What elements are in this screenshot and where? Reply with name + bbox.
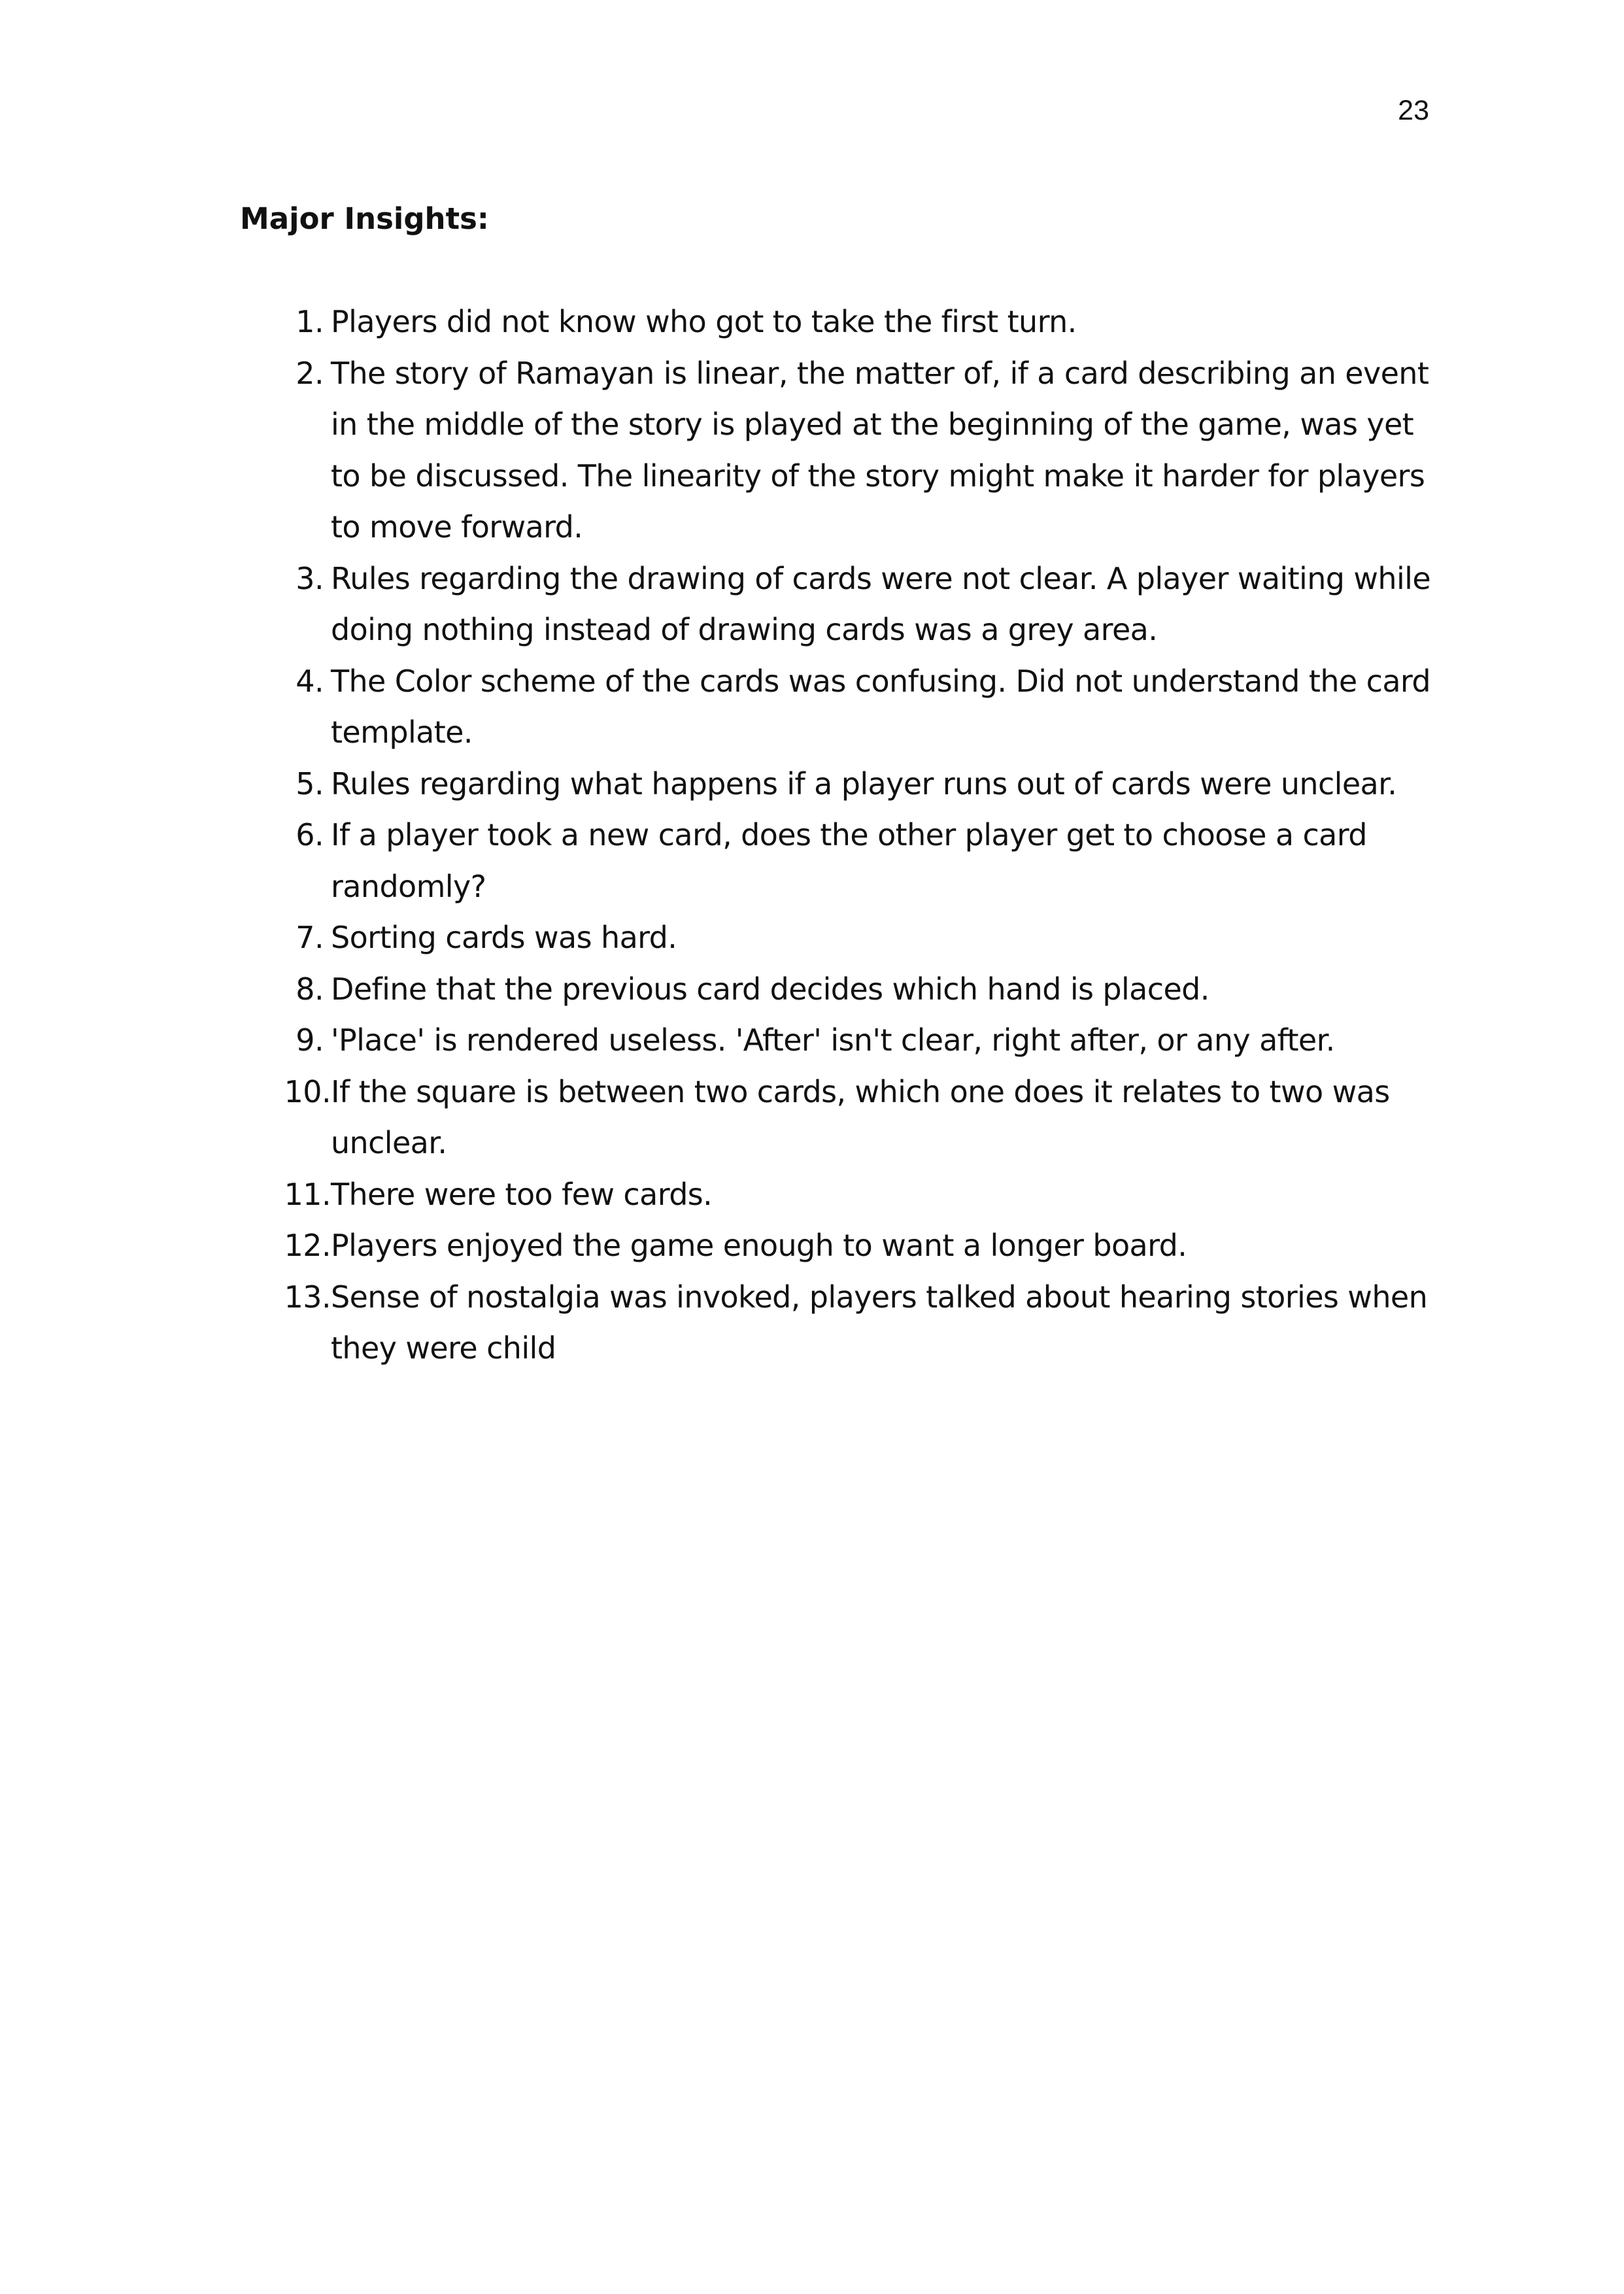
insights-list	[240, 296, 1436, 1374]
list-item-number: 6.	[296, 817, 324, 852]
list-item-text: If the square is between two cards, which one does it relates to two was unclear.	[331, 1073, 1390, 1160]
list-item-number: 11.	[284, 1176, 331, 1212]
list-item-text: Rules regarding the drawing of cards were not clear. A player waiting while doing nothing instead of drawing cards was a grey area.	[331, 560, 1431, 647]
list-item-text: 'Place' is rendered useless. 'After' isn't clear, right after, or any after.	[331, 1022, 1335, 1058]
section-heading: Major Insights:	[240, 201, 489, 236]
list-item-number: 12.	[284, 1228, 331, 1263]
list-item-text: There were too few cards.	[331, 1176, 713, 1212]
list-item	[240, 1220, 1436, 1272]
list-item	[240, 758, 1436, 810]
list-item	[240, 912, 1436, 964]
list-item	[240, 964, 1436, 1015]
list-item	[240, 656, 1436, 758]
list-item	[240, 1066, 1436, 1169]
list-item	[240, 296, 1436, 348]
list-item-text: Sorting cards was hard.	[331, 920, 677, 955]
list-item-number: 7.	[296, 920, 324, 955]
list-item-number: 5.	[296, 766, 324, 801]
list-item-number: 3.	[296, 560, 324, 596]
list-item	[240, 809, 1436, 912]
list-item	[240, 1272, 1436, 1374]
list-item-number: 2.	[296, 355, 324, 391]
list-item-number: 10.	[284, 1073, 331, 1109]
page-number: 23	[1398, 95, 1429, 126]
list-item-text: If a player took a new card, does the other player get to choose a card randomly?	[331, 817, 1367, 904]
list-item	[240, 1169, 1436, 1221]
list-item	[240, 348, 1436, 553]
list-item-number: 1.	[296, 304, 324, 339]
list-item-text: Players enjoyed the game enough to want a longer board.	[331, 1228, 1187, 1263]
list-item-number: 13.	[284, 1279, 331, 1315]
list-item-text: Sense of nostalgia was invoked, players talked about hearing stories when they were child	[331, 1279, 1428, 1366]
list-item-text: Rules regarding what happens if a player runs out of cards were unclear.	[331, 766, 1397, 801]
list-item-text: The story of Ramayan is linear, the matter of, if a card describing an event in the middle of the story is played at the beginning of the game, was yet to be discussed. The linearity of the story might make it harder for players to move forward.	[331, 355, 1429, 545]
list-item-text: The Color scheme of the cards was confusing. Did not understand the card template.	[331, 663, 1431, 750]
list-item	[240, 553, 1436, 656]
list-item-text: Players did not know who got to take the first turn.	[331, 304, 1077, 339]
list-item-number: 4.	[296, 663, 324, 699]
list-item-text: Define that the previous card decides which hand is placed.	[331, 971, 1210, 1007]
list-item-number: 9.	[296, 1022, 324, 1058]
list-item	[240, 1015, 1436, 1066]
list-item-number: 8.	[296, 971, 324, 1007]
